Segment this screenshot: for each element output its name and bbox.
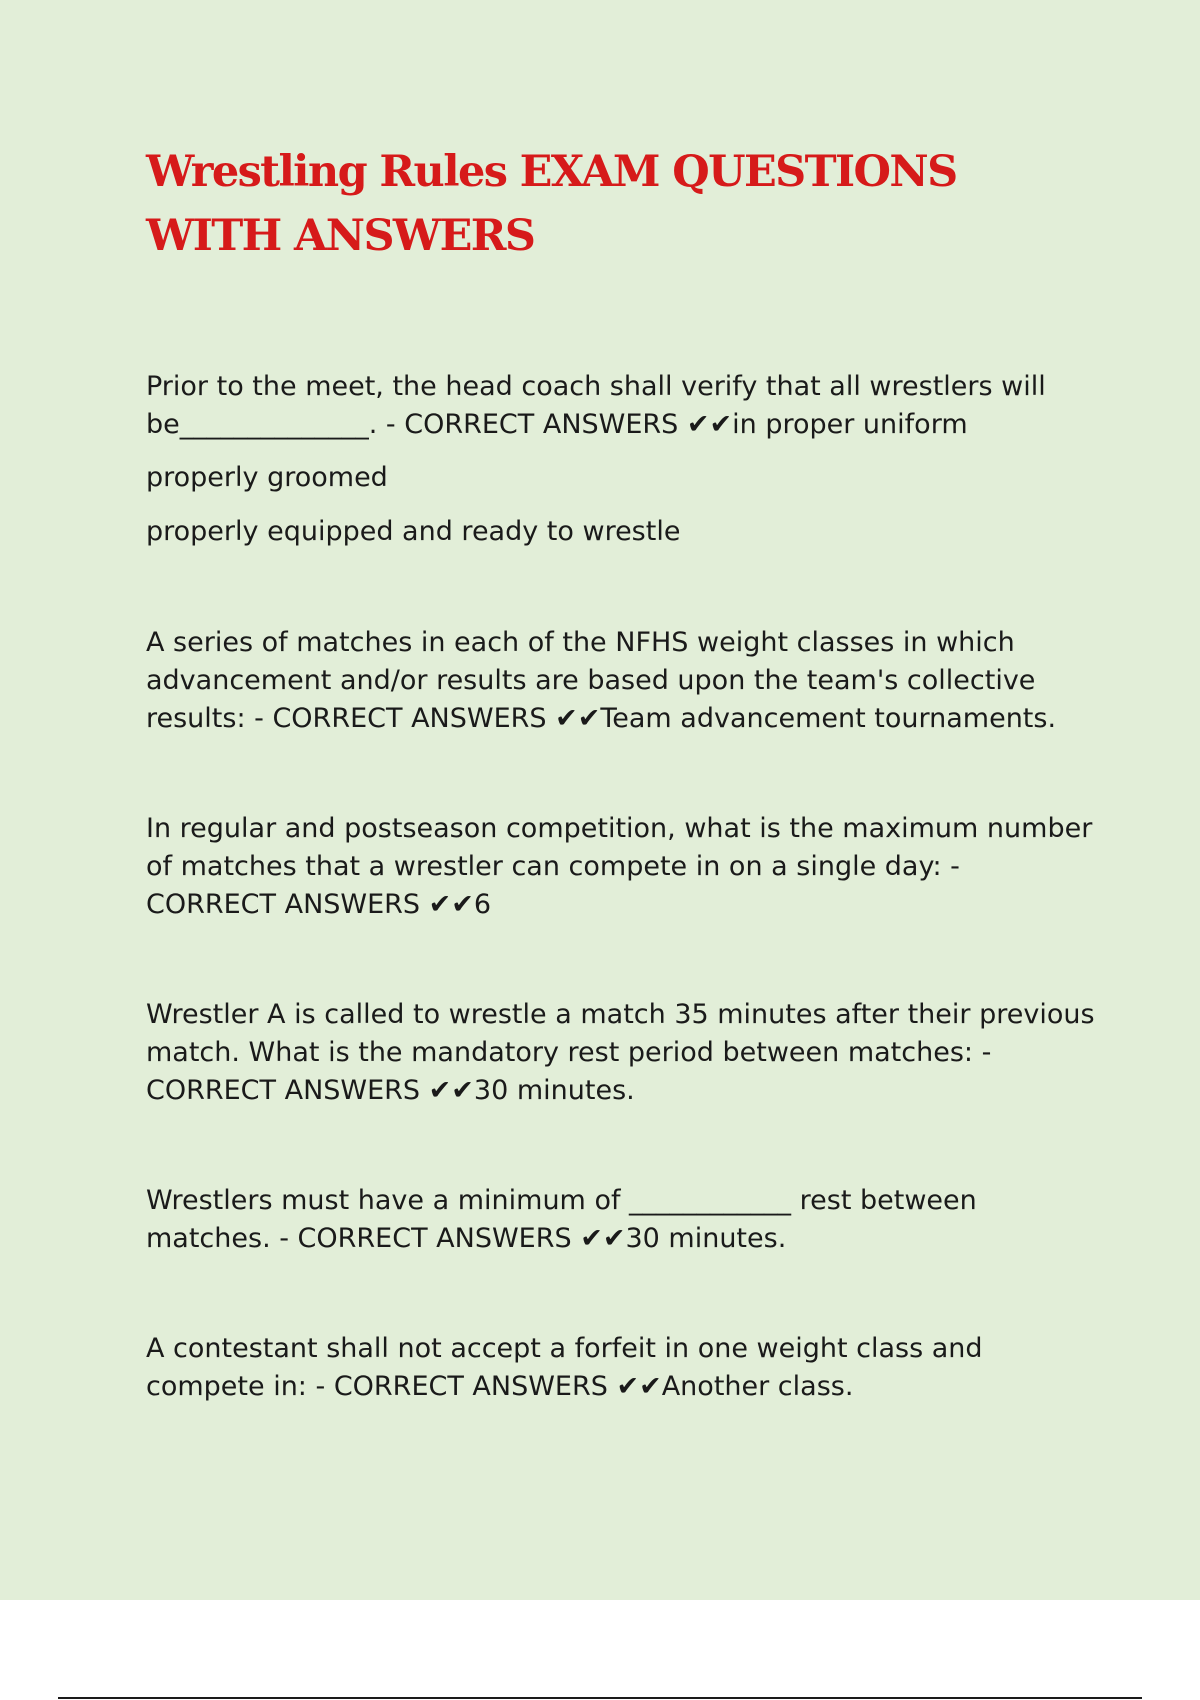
qa-item — [146, 996, 1096, 1110]
document-body — [146, 140, 1096, 1478]
qa-item — [146, 810, 1096, 924]
qa-item — [146, 624, 1096, 738]
qa-item — [146, 1330, 1096, 1406]
question-text: A contestant shall not accept a forfeit in one weight class and compete in: - CORRECT ANSWERS ✔✔Another class. — [146, 1333, 983, 1402]
question-text: A series of matches in each of the NFHS weight classes in which advancement and/or results are based upon the team's collective results: - CORRECT ANSWERS ✔✔Team advancement tournaments. — [146, 627, 1057, 734]
qa-item — [146, 1182, 1096, 1258]
answer-extra-line: properly equipped and ready to wrestle — [146, 516, 681, 547]
question-text: Prior to the meet, the head coach shall verify that all wrestlers will be______________. - CORRECT ANSWERS ✔✔in proper uniform — [146, 371, 1046, 440]
question-text: In regular and postseason competition, what is the maximum number of matches that a wrestler can compete in on a single day: - CORRECT ANSWERS ✔✔6 — [146, 813, 1093, 920]
qa-item — [146, 368, 1096, 552]
question-text: Wrestlers must have a minimum of ____________ rest between matches. - CORRECT ANSWERS ✔✔30 minutes. — [146, 1185, 977, 1254]
footer-divider — [58, 1697, 1142, 1699]
document-title: Wrestling Rules EXAM QUESTIONS WITH ANSWERS — [146, 147, 957, 261]
question-text: Wrestler A is called to wrestle a match 35 minutes after their previous match. What is the mandatory rest period between matches: - CORRECT ANSWERS ✔✔30 minutes. — [146, 999, 1095, 1106]
qa-list — [146, 368, 1096, 1406]
answer-extra-line: properly groomed — [146, 462, 388, 493]
